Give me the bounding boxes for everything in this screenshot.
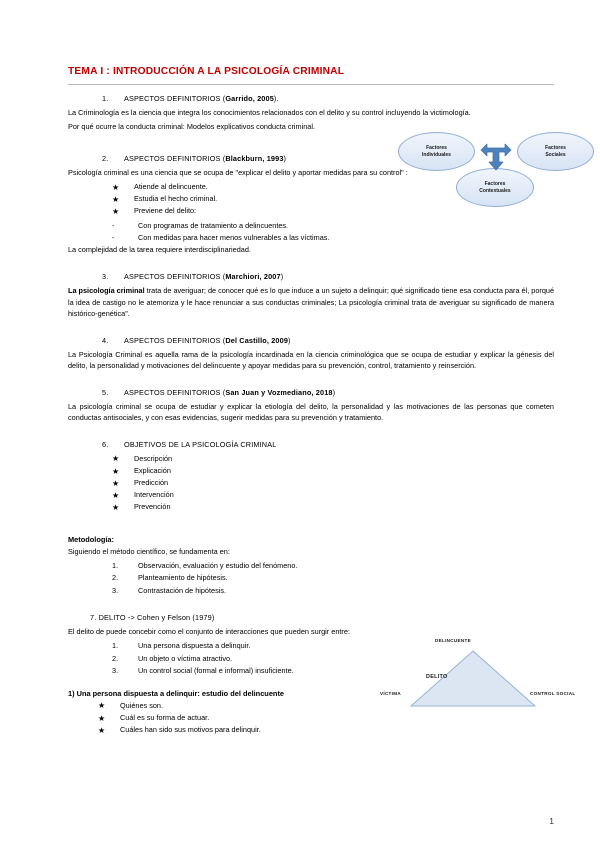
list-item-label: Intervención [134,490,174,500]
section-6-objectives-list [68,453,554,514]
section-3-title: ASPECTOS DEFINITORIOS ( [124,272,226,282]
factores-sociales-ellipse [517,132,594,171]
star-icon: ★ [112,182,120,192]
section-7-paragraph-1: El delito de puede concebir como el conjunto de interacciones que pueden surgir entre: [68,627,350,637]
star-icon: ★ [112,454,120,464]
section-2-number: 2. [102,154,109,164]
spacer [68,599,554,613]
star-icon: ★ [112,466,120,476]
section-1-tail: ). [273,94,279,103]
star-icon: ★ [112,502,120,512]
list-item-label: Con medidas para hacer menos vulnerables a las víctimas. [138,232,330,242]
factores-contextuales-ellipse [456,168,534,207]
section-3-lead-phrase: La psicología criminal [68,286,145,296]
section-5-heading [68,388,554,397]
section-4-tail: ) [288,335,291,345]
section-2-sub-list [68,220,554,245]
section-3-number: 3. [102,272,109,282]
section-4-source: Del Castillo, 2009 [225,335,289,345]
section-3-tail: ) [280,272,284,282]
list-item: Planteamiento de hipótesis. [138,573,228,583]
factores-sociales-line1: Factores [545,144,566,151]
star-icon: ★ [98,701,106,711]
section-2-paragraph-1: Psicología criminal es una ciencia que se ocupa de "explicar el delito y aportar medidas para su control" : [68,168,408,178]
list-item-label: Prevención [134,502,171,512]
list-item-label: Cuáles han sido sus motivos para delinquir. [120,725,261,735]
section-3-rest: trata de averiguar; de conocer qué es lo que induce a un sujeto a delinquir; qué significado tiene esa conducta para él, porqué la idea de castigo no le atemoriza y le hace renunciar a sus conductas criminales; La psicología criminal trata de averiguar su significado de manera histórico-genética". [68,286,555,318]
list-item-label: Cuál es su forma de actuar. [120,713,210,723]
tri-directional-arrow-icon [476,138,516,172]
section-5-number: 5. [102,387,109,397]
star-icon: ★ [112,194,120,204]
delito-triangle-diagram [380,638,595,716]
section-1-number: 1. [102,94,109,103]
section-3-paragraph-1 [68,285,554,318]
list-item [112,232,554,244]
list-item-label: Estudia el hecho criminal. [134,194,218,204]
section-2-tail: ) [283,154,287,164]
list-item [112,477,554,489]
section-6-title: OBJETIVOS DE LA PSICOLOGÍA CRIMINAL [124,439,277,449]
factores-contextuales-label [479,181,510,195]
list-item-label: Con programas de tratamiento a delincuentes. [138,220,289,230]
spacer [68,374,554,388]
factores-individuales-label [422,145,451,159]
section-2-title: ASPECTOS DEFINITORIOS ( [124,154,226,164]
section-2-closing-paragraph: La complejidad de la tarea requiere interdisciplinariedad. [68,245,251,255]
star-icon: ★ [112,490,120,500]
section-2-source: Blackburn, 1993 [225,154,284,164]
list-item [98,724,554,736]
list-item: Un control social (formal e informal) insuficiente. [138,666,294,676]
spacer [68,258,554,272]
metodologia-heading: Metodología: [68,534,114,544]
triangle-label-top: DELINCUENTE [435,638,471,643]
section-1-heading [68,94,554,103]
triangle-label-center: DELITO [426,674,448,680]
list-item: Observación, evaluación y estudio del fenómeno. [138,560,298,570]
section-5-tail: ) [332,387,336,397]
list-item [112,489,554,501]
section-6-number: 6. [102,439,109,449]
factores-diagram [398,132,594,212]
section-4-number: 4. [102,335,109,345]
star-icon: ★ [98,725,106,735]
section-1-source: Garrido, 2005 [225,94,274,103]
section-6-heading [68,440,554,449]
section-1-paragraph-1: La Criminología es la ciencia que integra los conocimientos relacionados con el delito y su control incluyendo la victimología. [68,108,471,117]
list-item-label: Atiende al delincuente. [134,182,208,192]
factores-sociales-label [545,145,566,159]
factores-individuales-ellipse [398,132,475,171]
list-item [112,220,554,232]
list-item-label: Previene del delito: [134,206,197,216]
list-item-label: Explicación [134,466,171,476]
list-item: Una persona dispuesta a delinquir. [138,641,251,651]
section-3-heading [68,272,554,281]
spacer [68,516,554,535]
section-7a-heading: 1) Una persona dispuesta a delinquir: estudio del delincuente [68,688,285,698]
section-1-paragraph-2: Por qué ocurre la conducta criminal: Modelos explicativos conducta criminal. [68,122,315,132]
list-item [112,453,554,465]
title-divider [68,84,554,85]
section-5-paragraph-1: La psicología criminal se ocupa de estudiar y explicar la etiología del delito, la personalidad y las motivaciones de las personas que cometen conductas antisociales, y con esas evidencias, sugerir medidas para su prevención y tratamiento. [68,401,554,422]
section-4-heading [68,336,554,345]
list-item [112,501,554,513]
triangle-label-left: VÍCTIMA [380,691,401,696]
metodologia-lead: Siguiendo el método científico, se fundamenta en: [68,546,230,556]
section-4-title: ASPECTOS DEFINITORIOS ( [124,335,226,345]
metodologia-list [68,560,554,598]
list-item [112,465,554,477]
list-item-label: Descripción [134,453,173,463]
star-icon: ★ [98,713,106,723]
page-number: 1 [549,816,554,826]
spacer [68,322,554,336]
star-icon: ★ [112,206,120,216]
list-item: Contrastación de hipótesis. [138,585,227,595]
list-item-label: Quiénes son. [120,700,163,710]
page-title: TEMA I : INTRODUCCIÓN A LA PSICOLOGÍA CRIMINAL [68,66,345,77]
section-5-source: San Juan y Vozmediano, 2018 [225,387,333,397]
triangle-label-right: CONTROL SOCIAL [530,691,576,696]
factores-individuales-line1: Factores [426,144,447,151]
factores-contextuales-line2: Contextuales [479,187,511,194]
factores-sociales-line2: Sociales [545,151,566,158]
factores-individuales-line2: Individuales [422,151,451,158]
spacer [68,426,554,440]
factores-contextuales-line1: Factores [484,180,506,187]
dash-icon: - [112,232,115,242]
star-icon: ★ [112,478,120,488]
dash-icon: - [112,220,115,230]
list-item: Un objeto o víctima atractivo. [138,653,233,663]
list-item-label: Predicción [134,478,169,488]
section-4-paragraph-1: La Psicología Criminal es aquella rama de la psicología incardinada en la ciencia criminológica que se ocupa de estudiar y explicar la génesis del delito, la personalidad y motivaciones del delincuente y apoyar medidas para su prevención, control, tratamiento y reinserción. [68,349,554,370]
section-7-heading: 7. DELITO -> Cohen y Felson (1979) [90,613,215,623]
section-1-title: ASPECTOS DEFINITORIOS ( [124,94,226,103]
section-5-title: ASPECTOS DEFINITORIOS ( [124,387,226,397]
section-3-source: Marchiori, 2007 [225,272,281,282]
